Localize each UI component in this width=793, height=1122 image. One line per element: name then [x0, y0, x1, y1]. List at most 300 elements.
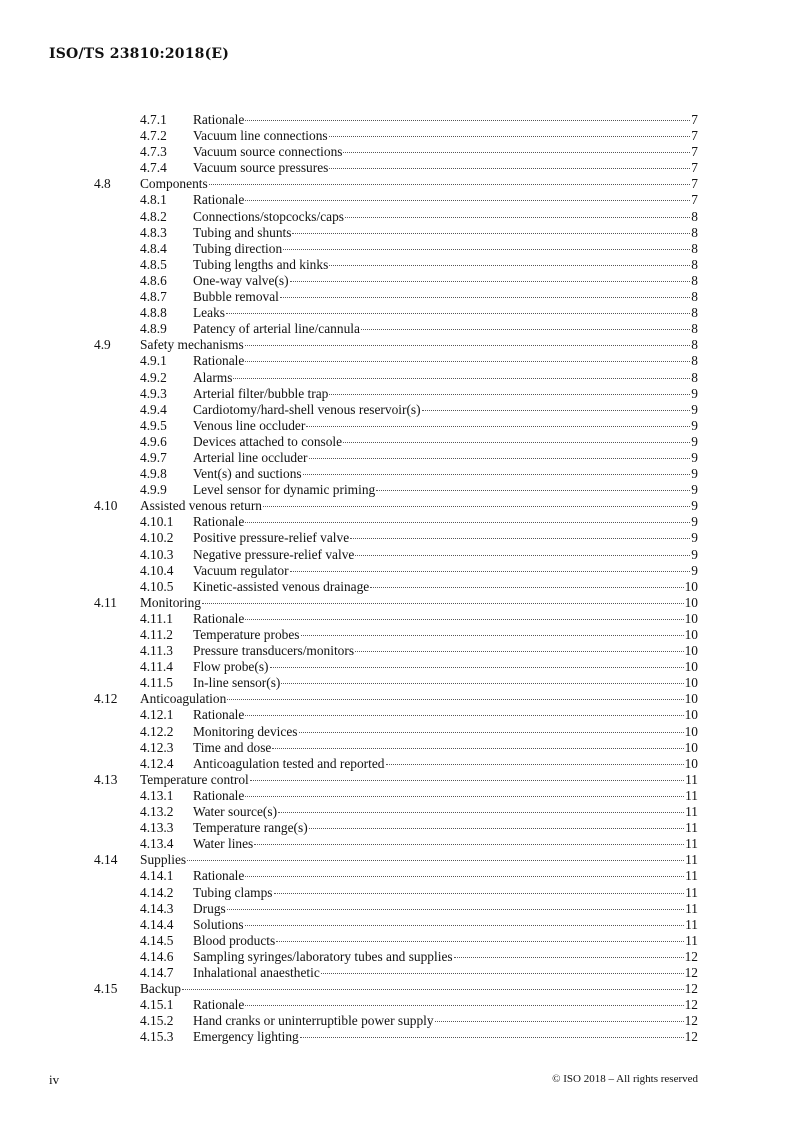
- toc-entry-number: 4.14.7: [140, 964, 174, 980]
- toc-entry-number: 4.13.4: [140, 836, 174, 852]
- toc-entry-title: Supplies: [140, 852, 187, 868]
- toc-entry[interactable]: [0, 434, 793, 450]
- toc-entry-page: 9: [691, 417, 698, 433]
- toc-entry-line: [193, 836, 698, 852]
- toc-entry[interactable]: [0, 1013, 793, 1029]
- toc-entry-page: 9: [691, 530, 698, 546]
- toc-entry-line: [193, 820, 698, 836]
- toc-entry-title: Monitoring: [140, 594, 202, 610]
- toc-entry-title: Vacuum source pressures: [193, 160, 329, 176]
- toc-entry[interactable]: [0, 257, 793, 273]
- toc-dot-leader: [226, 313, 690, 314]
- toc-entry-page: 8: [691, 305, 698, 321]
- toc-dot-leader: [209, 184, 691, 185]
- toc-entry-page: 8: [691, 256, 698, 272]
- toc-entry-title: Sampling syringes/laboratory tubes and supplies: [193, 948, 453, 964]
- toc-dot-leader: [386, 764, 684, 765]
- toc-entry-page: 7: [691, 144, 698, 160]
- toc-entry-number: 4.11: [94, 594, 117, 610]
- toc-entry-title: Rationale: [193, 353, 245, 369]
- toc-entry-title: Drugs: [193, 900, 226, 916]
- toc-entry-title: Rationale: [193, 997, 245, 1013]
- toc-dot-leader: [276, 941, 684, 942]
- toc-entry-line: [140, 981, 698, 997]
- toc-entry-title: Monitoring devices: [193, 723, 298, 739]
- toc-entry-title: Blood products: [193, 932, 276, 948]
- toc-entry-line: [193, 659, 698, 675]
- toc-entry-page: 10: [684, 610, 698, 626]
- toc-dot-leader: [343, 152, 690, 153]
- toc-entry-number: 4.7.4: [140, 160, 167, 176]
- toc-entry-number: 4.10.5: [140, 578, 174, 594]
- toc-entry-page: 8: [691, 369, 698, 385]
- toc-entry[interactable]: [0, 804, 793, 820]
- toc-entry[interactable]: [0, 852, 793, 868]
- toc-entry-page: 11: [685, 771, 698, 787]
- toc-entry-page: 9: [691, 498, 698, 514]
- toc-entry-line: [193, 917, 698, 933]
- toc-entry-line: [193, 450, 698, 466]
- toc-entry-line: [193, 386, 698, 402]
- toc-entry[interactable]: [0, 353, 793, 369]
- toc-entry-number: 4.8.6: [140, 272, 167, 288]
- toc-entry[interactable]: [0, 273, 793, 289]
- toc-entry-line: [140, 852, 698, 868]
- toc-entry-line: [193, 949, 698, 965]
- toc-entry-title: Level sensor for dynamic priming: [193, 482, 376, 498]
- toc-entry-page: 12: [684, 964, 698, 980]
- toc-entry[interactable]: [0, 659, 793, 675]
- toc-entry-line: [193, 611, 698, 627]
- toc-entry-title: Pressure transducers/monitors: [193, 643, 355, 659]
- toc-entry-number: 4.8.4: [140, 240, 167, 256]
- toc-entry-number: 4.13: [94, 771, 118, 787]
- table-of-contents: [0, 112, 793, 1045]
- toc-dot-leader: [245, 925, 684, 926]
- toc-entry[interactable]: [0, 740, 793, 756]
- toc-entry[interactable]: [0, 836, 793, 852]
- toc-entry[interactable]: [0, 305, 793, 321]
- toc-entry-number: 4.8.8: [140, 305, 167, 321]
- toc-dot-leader: [290, 281, 691, 282]
- toc-entry-number: 4.10.4: [140, 562, 174, 578]
- toc-dot-leader: [281, 683, 683, 684]
- toc-entry-number: 4.9: [94, 337, 111, 353]
- toc-entry[interactable]: [0, 321, 793, 337]
- toc-entry-line: [140, 691, 698, 707]
- toc-dot-leader: [254, 844, 684, 845]
- toc-entry[interactable]: [0, 901, 793, 917]
- toc-entry-number: 4.13.3: [140, 820, 174, 836]
- toc-dot-leader: [350, 538, 690, 539]
- footer-copyright: © ISO 2018 – All rights reserved: [552, 1073, 698, 1085]
- toc-entry-number: 4.8: [94, 176, 111, 192]
- toc-entry-title: Components: [140, 176, 208, 192]
- toc-entry-title: Temperature range(s): [193, 820, 308, 836]
- toc-dot-leader: [187, 860, 684, 861]
- toc-entry-page: 12: [684, 1029, 698, 1045]
- toc-entry-line: [193, 402, 698, 418]
- toc-dot-leader: [370, 587, 683, 588]
- toc-dot-leader: [345, 217, 690, 218]
- toc-entry[interactable]: [0, 209, 793, 225]
- toc-entry-number: 4.14.6: [140, 948, 174, 964]
- toc-entry[interactable]: [0, 707, 793, 723]
- toc-entry-number: 4.14.3: [140, 900, 174, 916]
- toc-entry[interactable]: [0, 112, 793, 128]
- toc-entry-page: 7: [691, 128, 698, 144]
- toc-entry-line: [193, 192, 698, 208]
- toc-entry-page: 8: [691, 353, 698, 369]
- toc-dot-leader: [245, 361, 690, 362]
- toc-dot-leader: [245, 200, 690, 201]
- toc-entry-title: Rationale: [193, 112, 245, 127]
- toc-dot-leader: [245, 120, 690, 121]
- toc-dot-leader: [274, 893, 685, 894]
- toc-entry-number: 4.14.4: [140, 916, 174, 932]
- toc-entry-number: 4.14.5: [140, 932, 174, 948]
- toc-entry-line: [140, 498, 698, 514]
- toc-entry-page: 7: [691, 160, 698, 176]
- toc-entry-page: 8: [691, 337, 698, 353]
- toc-dot-leader: [202, 603, 684, 604]
- toc-entry-title: Leaks: [193, 305, 225, 321]
- toc-entry-title: Alarms: [193, 369, 233, 385]
- toc-entry-title: Arterial filter/bubble trap: [193, 385, 329, 401]
- toc-entry-number: 4.11.4: [140, 659, 173, 675]
- toc-entry-title: Inhalational anaesthetic: [193, 964, 320, 980]
- toc-dot-leader: [245, 796, 684, 797]
- toc-entry-page: 12: [684, 997, 698, 1013]
- toc-entry[interactable]: [0, 128, 793, 144]
- toc-entry-page: 11: [685, 884, 698, 900]
- toc-dot-leader: [245, 715, 683, 716]
- toc-entry[interactable]: [0, 933, 793, 949]
- toc-entry-line: [193, 933, 698, 949]
- toc-entry[interactable]: [0, 611, 793, 627]
- toc-entry-page: 10: [684, 643, 698, 659]
- toc-entry-line: [193, 160, 698, 176]
- toc-entry-line: [193, 273, 698, 289]
- toc-entry-line: [193, 530, 698, 546]
- toc-dot-leader: [303, 474, 691, 475]
- toc-entry[interactable]: [0, 498, 793, 514]
- toc-entry-title: Positive pressure-relief valve: [193, 530, 350, 546]
- toc-entry-title: Tubing clamps: [193, 884, 273, 900]
- toc-entry-number: 4.8.2: [140, 208, 167, 224]
- toc-dot-leader: [250, 780, 684, 781]
- toc-dot-leader: [299, 732, 684, 733]
- toc-entry[interactable]: [0, 289, 793, 305]
- toc-entry-number: 4.15.1: [140, 997, 174, 1013]
- toc-entry[interactable]: [0, 885, 793, 901]
- toc-entry-line: [193, 225, 698, 241]
- toc-entry-page: 9: [691, 433, 698, 449]
- toc-dot-leader: [263, 506, 690, 507]
- document-header: ISO/TS 23810:2018(E): [49, 46, 230, 62]
- toc-entry-page: 11: [685, 804, 698, 820]
- toc-entry[interactable]: [0, 691, 793, 707]
- footer-page-number: iv: [49, 1072, 60, 1087]
- toc-entry[interactable]: [0, 144, 793, 160]
- toc-entry-number: 4.10: [94, 498, 118, 514]
- toc-entry[interactable]: [0, 756, 793, 772]
- toc-entry-line: [193, 321, 698, 337]
- toc-entry-title: Anticoagulation tested and reported: [193, 755, 385, 771]
- toc-entry-page: 10: [684, 627, 698, 642]
- toc-entry-page: 11: [685, 900, 698, 916]
- toc-entry-page: 10: [684, 707, 698, 723]
- toc-dot-leader: [361, 329, 690, 330]
- toc-dot-leader: [422, 410, 691, 411]
- toc-entry-title: Emergency lighting: [193, 1029, 299, 1045]
- toc-dot-leader: [300, 1037, 684, 1038]
- toc-entry-title: Assisted venous return: [140, 498, 262, 514]
- toc-entry[interactable]: [0, 563, 793, 579]
- toc-entry-line: [193, 418, 698, 434]
- toc-entry-title: Temperature probes: [193, 627, 300, 642]
- toc-entry-page: 12: [684, 1013, 698, 1029]
- toc-entry-page: 11: [685, 852, 698, 868]
- toc-dot-leader: [227, 909, 684, 910]
- toc-entry-line: [193, 353, 698, 369]
- toc-entry-line: [193, 563, 698, 579]
- toc-entry-number: 4.8.3: [140, 224, 167, 240]
- toc-entry-page: 9: [691, 482, 698, 498]
- toc-entry-line: [193, 965, 698, 981]
- toc-entry-line: [193, 885, 698, 901]
- toc-entry-number: 4.7.2: [140, 128, 167, 144]
- toc-entry-title: Time and dose: [193, 739, 272, 755]
- toc-entry-number: 4.10.2: [140, 530, 174, 546]
- toc-entry-line: [193, 289, 698, 305]
- toc-entry-line: [193, 579, 698, 595]
- toc-entry[interactable]: [0, 917, 793, 933]
- toc-entry[interactable]: [0, 868, 793, 884]
- toc-entry-number: 4.13.2: [140, 804, 174, 820]
- toc-entry-number: 4.15: [94, 981, 118, 997]
- toc-entry-title: Bubble removal: [193, 289, 279, 305]
- toc-entry-line: [193, 514, 698, 530]
- toc-entry[interactable]: [0, 595, 793, 611]
- toc-entry-title: Backup: [140, 981, 181, 997]
- toc-entry[interactable]: [0, 530, 793, 546]
- toc-entry-page: 9: [691, 385, 698, 401]
- toc-dot-leader: [227, 699, 683, 700]
- toc-entry-line: [193, 675, 698, 691]
- toc-entry-line: [193, 482, 698, 498]
- toc-entry-page: 10: [684, 691, 698, 707]
- toc-entry-line: [193, 257, 698, 273]
- toc-entry-page: 9: [691, 449, 698, 465]
- toc-entry-number: 4.12.1: [140, 707, 174, 723]
- toc-entry-number: 4.8.5: [140, 256, 167, 272]
- toc-entry-page: 12: [684, 948, 698, 964]
- toc-entry[interactable]: [0, 949, 793, 965]
- toc-entry-title: Patency of arterial line/cannula: [193, 321, 360, 337]
- toc-entry[interactable]: [0, 965, 793, 981]
- toc-entry-page: 10: [684, 723, 698, 739]
- toc-dot-leader: [278, 812, 684, 813]
- toc-entry-line: [193, 209, 698, 225]
- toc-entry-title: Venous line occluder: [193, 417, 306, 433]
- toc-entry[interactable]: [0, 450, 793, 466]
- toc-entry-page: 8: [691, 272, 698, 288]
- toc-entry-title: Vent(s) and suctions: [193, 466, 302, 482]
- toc-entry-number: 4.9.5: [140, 417, 167, 433]
- toc-entry-title: Rationale: [193, 787, 245, 803]
- toc-entry-title: In-line sensor(s): [193, 675, 281, 691]
- toc-entry-title: Rationale: [193, 192, 245, 208]
- toc-dot-leader: [290, 571, 691, 572]
- toc-entry-page: 9: [691, 546, 698, 562]
- toc-dot-leader: [329, 265, 690, 266]
- toc-entry-line: [193, 740, 698, 756]
- toc-dot-leader: [233, 378, 690, 379]
- toc-entry[interactable]: [0, 482, 793, 498]
- toc-dot-leader: [245, 876, 684, 877]
- toc-entry-number: 4.11.3: [140, 643, 173, 659]
- toc-dot-leader: [292, 233, 690, 234]
- toc-entry-title: Water source(s): [193, 804, 278, 820]
- toc-entry-number: 4.14.2: [140, 884, 174, 900]
- toc-entry-line: [193, 804, 698, 820]
- toc-dot-leader: [272, 748, 683, 749]
- toc-entry-number: 4.12: [94, 691, 118, 707]
- toc-entry-line: [193, 643, 698, 659]
- toc-entry[interactable]: [0, 820, 793, 836]
- toc-entry[interactable]: [0, 547, 793, 563]
- toc-entry[interactable]: [0, 418, 793, 434]
- toc-entry-line: [140, 337, 698, 353]
- toc-entry[interactable]: [0, 643, 793, 659]
- toc-entry-number: 4.8.1: [140, 192, 167, 208]
- toc-entry-title: Vacuum regulator: [193, 562, 289, 578]
- toc-entry-line: [193, 756, 698, 772]
- toc-entry-page: 10: [684, 755, 698, 771]
- toc-dot-leader: [245, 522, 690, 523]
- toc-entry-page: 11: [685, 932, 698, 948]
- toc-entry[interactable]: [0, 402, 793, 418]
- toc-entry[interactable]: [0, 579, 793, 595]
- toc-entry-page: 8: [691, 321, 698, 337]
- toc-entry[interactable]: [0, 192, 793, 208]
- toc-entry-title: Flow probe(s): [193, 659, 269, 675]
- toc-entry-title: One-way valve(s): [193, 272, 289, 288]
- toc-entry[interactable]: [0, 241, 793, 257]
- toc-entry-page: 11: [685, 916, 698, 932]
- toc-entry-title: Solutions: [193, 916, 244, 932]
- toc-entry-title: Anticoagulation: [140, 691, 227, 707]
- toc-entry-page: 7: [691, 176, 698, 192]
- toc-entry[interactable]: [0, 466, 793, 482]
- toc-entry-page: 8: [691, 224, 698, 240]
- toc-entry-page: 10: [684, 659, 698, 675]
- toc-dot-leader: [343, 442, 690, 443]
- toc-entry-number: 4.15.3: [140, 1029, 174, 1045]
- toc-entry-page: 9: [691, 562, 698, 578]
- toc-entry-title: Rationale: [193, 707, 245, 723]
- toc-entry-page: 9: [691, 514, 698, 530]
- toc-entry-page: 12: [684, 981, 698, 997]
- toc-entry-page: 7: [691, 112, 698, 127]
- toc-entry-page: 10: [684, 675, 698, 691]
- toc-entry-number: 4.13.1: [140, 787, 174, 803]
- toc-entry-page: 8: [691, 289, 698, 305]
- toc-entry[interactable]: [0, 160, 793, 176]
- toc-entry[interactable]: [0, 981, 793, 997]
- toc-entry-title: Kinetic-assisted venous drainage: [193, 578, 370, 594]
- toc-entry[interactable]: [0, 370, 793, 386]
- toc-entry-number: 4.9.6: [140, 433, 167, 449]
- toc-entry-line: [193, 868, 698, 884]
- toc-entry-number: 4.9.3: [140, 385, 167, 401]
- toc-entry-line: [193, 788, 698, 804]
- toc-entry-line: [193, 112, 698, 128]
- toc-dot-leader: [283, 249, 690, 250]
- toc-entry[interactable]: [0, 514, 793, 530]
- toc-entry-line: [193, 434, 698, 450]
- toc-entry-title: Cardiotomy/hard-shell venous reservoir(s): [193, 401, 421, 417]
- toc-entry-line: [193, 901, 698, 917]
- toc-dot-leader: [355, 555, 690, 556]
- toc-entry[interactable]: [0, 1029, 793, 1045]
- toc-entry-line: [193, 128, 698, 144]
- toc-entry-page: 10: [684, 594, 698, 610]
- toc-dot-leader: [376, 490, 690, 491]
- toc-entry-number: 4.9.4: [140, 401, 167, 417]
- toc-entry-number: 4.14: [94, 852, 118, 868]
- toc-entry[interactable]: [0, 675, 793, 691]
- toc-entry[interactable]: [0, 337, 793, 353]
- toc-dot-leader: [355, 651, 684, 652]
- toc-entry-number: 4.7.1: [140, 112, 167, 127]
- toc-entry-line: [193, 707, 698, 723]
- toc-entry-line: [193, 370, 698, 386]
- toc-dot-leader: [301, 635, 684, 636]
- toc-entry-line: [140, 595, 698, 611]
- toc-entry-number: 4.10.1: [140, 514, 174, 530]
- toc-dot-leader: [309, 458, 691, 459]
- toc-entry[interactable]: [0, 176, 793, 192]
- toc-entry[interactable]: [0, 225, 793, 241]
- toc-entry[interactable]: [0, 724, 793, 740]
- toc-entry-line: [193, 144, 698, 160]
- toc-entry-number: 4.8.9: [140, 321, 167, 337]
- toc-entry-line: [193, 1013, 698, 1029]
- toc-entry-number: 4.12.2: [140, 723, 174, 739]
- toc-entry[interactable]: [0, 788, 793, 804]
- toc-entry-line: [193, 466, 698, 482]
- toc-entry-title: Arterial line occluder: [193, 449, 308, 465]
- toc-entry-line: [193, 724, 698, 740]
- toc-entry[interactable]: [0, 627, 793, 643]
- toc-entry-page: 7: [691, 192, 698, 208]
- toc-dot-leader: [329, 136, 691, 137]
- toc-dot-leader: [329, 394, 690, 395]
- toc-entry[interactable]: [0, 386, 793, 402]
- toc-dot-leader: [435, 1021, 684, 1022]
- toc-entry-title: Vacuum line connections: [193, 128, 328, 144]
- toc-entry[interactable]: [0, 997, 793, 1013]
- toc-entry-line: [193, 1029, 698, 1045]
- toc-entry[interactable]: [0, 772, 793, 788]
- toc-entry-title: Negative pressure-relief valve: [193, 546, 355, 562]
- toc-entry-page: 11: [685, 836, 698, 852]
- toc-entry-title: Devices attached to console: [193, 433, 343, 449]
- toc-entry-page: 10: [684, 739, 698, 755]
- toc-entry-number: 4.11.1: [140, 610, 173, 626]
